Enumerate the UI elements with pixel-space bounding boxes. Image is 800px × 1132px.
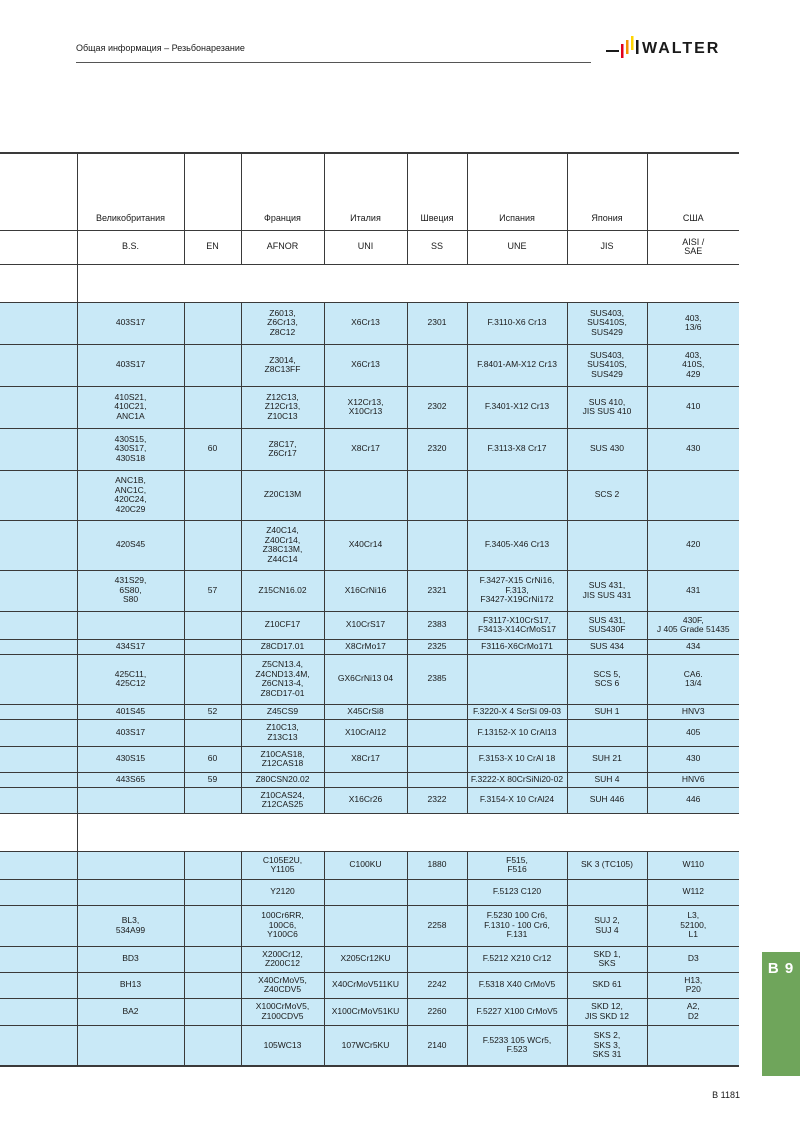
- table-cell: [324, 879, 407, 905]
- table-cell: SUH 4: [567, 772, 647, 787]
- table-row: [0, 302, 739, 344]
- table-cell: Z40C14, Z40Cr14, Z38C13M, Z44C14: [241, 520, 324, 570]
- standard-header-cell: UNI: [324, 230, 407, 264]
- table-cell: 105WC13: [241, 1025, 324, 1066]
- label-cell: [0, 905, 77, 946]
- table-row: [0, 972, 739, 998]
- table-cell: 2385: [407, 654, 467, 704]
- table-row: [0, 611, 739, 639]
- table-cell: 425C11, 425C12: [77, 654, 184, 704]
- label-cell: [0, 639, 77, 654]
- table-cell: 430: [647, 746, 739, 772]
- table-row: [0, 386, 739, 428]
- table-cell: SUS 431, JIS SUS 431: [567, 570, 647, 611]
- table-cell: [407, 772, 467, 787]
- group-separator-row: [0, 813, 739, 851]
- table-cell: ANC1B, ANC1C, 420C24, 420C29: [77, 470, 184, 520]
- label-cell: [0, 772, 77, 787]
- table-cell: SUS403, SUS410S, SUS429: [567, 344, 647, 386]
- table-cell: 2140: [407, 1025, 467, 1066]
- table-cell: 431S29, 6S80, S80: [77, 570, 184, 611]
- table-cell: X45CrSi8: [324, 704, 407, 719]
- table-cell: 420: [647, 520, 739, 570]
- table-cell: Z8C17, Z6Cr17: [241, 428, 324, 470]
- country-header-cell: Япония: [567, 153, 647, 230]
- country-header-cell: Великобритания: [77, 153, 184, 230]
- table-cell: F.3110-X6 Cr13: [467, 302, 567, 344]
- standard-header-cell: AISI / SAE: [647, 230, 739, 264]
- table-cell: [184, 344, 241, 386]
- table-cell: [184, 302, 241, 344]
- table-cell: F.5227 X100 CrMoV5: [467, 998, 567, 1025]
- label-cell: [0, 344, 77, 386]
- table-cell: HNV6: [647, 772, 739, 787]
- table-row: [0, 851, 739, 879]
- standard-header-cell: AFNOR: [241, 230, 324, 264]
- table-cell: SUS 431, SUS430F: [567, 611, 647, 639]
- table-cell: X8Cr17: [324, 428, 407, 470]
- table-cell: [77, 851, 184, 879]
- table-cell: [567, 719, 647, 746]
- table-cell: 420S45: [77, 520, 184, 570]
- table-cell: Y2120: [241, 879, 324, 905]
- table-cell: H13, P20: [647, 972, 739, 998]
- table-cell: 446: [647, 787, 739, 813]
- table-cell: [567, 520, 647, 570]
- table-cell: X40CrMoV5, Z40CDV5: [241, 972, 324, 998]
- group-separator-cell: [77, 813, 739, 851]
- table-cell: F.5123 C120: [467, 879, 567, 905]
- label-cell: [0, 972, 77, 998]
- label-cell: [0, 230, 77, 264]
- table-row: [0, 946, 739, 972]
- table-cell: 60: [184, 428, 241, 470]
- page-number: B 1181: [712, 1090, 740, 1100]
- table-cell: 430F, J 405 Grade 51435: [647, 611, 739, 639]
- table-cell: [184, 972, 241, 998]
- group-separator-row: [0, 264, 739, 302]
- table-cell: [184, 787, 241, 813]
- table-cell: SUS403, SUS410S, SUS429: [567, 302, 647, 344]
- label-cell: [0, 946, 77, 972]
- table-cell: [407, 520, 467, 570]
- label-cell: [0, 1025, 77, 1066]
- country-header-cell: Швеция: [407, 153, 467, 230]
- table-cell: F.5318 X40 CrMoV5: [467, 972, 567, 998]
- table-row: [0, 704, 739, 719]
- table-cell: Z5CN13.4, Z4CND13.4M, Z6CN13-4, Z8CD17-01: [241, 654, 324, 704]
- table-row: [0, 520, 739, 570]
- country-header-cell: США: [647, 153, 739, 230]
- label-cell: [0, 746, 77, 772]
- table-cell: 403S17: [77, 344, 184, 386]
- table-cell: SUH 21: [567, 746, 647, 772]
- table-row: [0, 787, 739, 813]
- table-row: [0, 746, 739, 772]
- table-cell: 403, 13/6: [647, 302, 739, 344]
- table-cell: 403S17: [77, 719, 184, 746]
- table-cell: BD3: [77, 946, 184, 972]
- table-cell: X6Cr13: [324, 344, 407, 386]
- label-cell: [0, 719, 77, 746]
- table-cell: SKD 1, SKS: [567, 946, 647, 972]
- table-cell: A2, D2: [647, 998, 739, 1025]
- table-cell: Z8CD17.01: [241, 639, 324, 654]
- standard-header-cell: UNE: [467, 230, 567, 264]
- table-cell: 403, 410S, 429: [647, 344, 739, 386]
- table-cell: C105E2U, Y1105: [241, 851, 324, 879]
- label-cell: [0, 520, 77, 570]
- label-cell: [0, 998, 77, 1025]
- table-cell: [407, 719, 467, 746]
- label-cell: [0, 611, 77, 639]
- table-cell: Z10CAS18, Z12CAS18: [241, 746, 324, 772]
- table-cell: SUH 1: [567, 704, 647, 719]
- table-cell: Z10CAS24, Z12CAS25: [241, 787, 324, 813]
- table-cell: 431: [647, 570, 739, 611]
- label-cell: [0, 386, 77, 428]
- table-cell: X8CrMo17: [324, 639, 407, 654]
- table-cell: X200Cr12, Z200C12: [241, 946, 324, 972]
- table-cell: 430S15, 430S17, 430S18: [77, 428, 184, 470]
- table-cell: SUS 430: [567, 428, 647, 470]
- table-cell: 430S15: [77, 746, 184, 772]
- table-cell: F.3154-X 10 CrAl24: [467, 787, 567, 813]
- table-cell: [184, 1025, 241, 1066]
- country-header-cell: [184, 153, 241, 230]
- table-row: [0, 570, 739, 611]
- table-row: [0, 905, 739, 946]
- table-row: [0, 719, 739, 746]
- table-cell: X40CrMoV511KU: [324, 972, 407, 998]
- section-tab-label: B 9: [767, 960, 795, 977]
- table-cell: [184, 905, 241, 946]
- table-row: [0, 654, 739, 704]
- table-cell: SKD 61: [567, 972, 647, 998]
- table-cell: [407, 704, 467, 719]
- table-cell: SK 3 (TC105): [567, 851, 647, 879]
- standard-header-row: [0, 230, 739, 264]
- table-cell: Z45CS9: [241, 704, 324, 719]
- table-cell: [77, 611, 184, 639]
- table-cell: Z20C13M: [241, 470, 324, 520]
- table-cell: F.13152-X 10 CrAl13: [467, 719, 567, 746]
- table-cell: [407, 746, 467, 772]
- table-cell: SUS 410, JIS SUS 410: [567, 386, 647, 428]
- label-cell: [0, 302, 77, 344]
- table-cell: [184, 520, 241, 570]
- table-row: [0, 639, 739, 654]
- table-cell: F3117-X10CrS17, F3413-X14CrMoS17: [467, 611, 567, 639]
- table-row: [0, 879, 739, 905]
- table-cell: 100Cr6RR, 100C6, Y100C6: [241, 905, 324, 946]
- table-cell: [184, 639, 241, 654]
- standard-header-cell: EN: [184, 230, 241, 264]
- table-cell: [184, 851, 241, 879]
- table-cell: [184, 879, 241, 905]
- standard-header-cell: B.S.: [77, 230, 184, 264]
- table-cell: 2325: [407, 639, 467, 654]
- table-cell: [324, 470, 407, 520]
- material-comparison-table: [0, 152, 739, 1067]
- table-cell: 60: [184, 746, 241, 772]
- table-cell: 410S21, 410C21, ANC1A: [77, 386, 184, 428]
- table-row: [0, 344, 739, 386]
- table-cell: 2302: [407, 386, 467, 428]
- table-cell: [467, 470, 567, 520]
- label-cell: [0, 813, 77, 851]
- table-cell: 57: [184, 570, 241, 611]
- label-cell: [0, 851, 77, 879]
- table-cell: [407, 879, 467, 905]
- table-cell: 434: [647, 639, 739, 654]
- table-cell: X40Cr14: [324, 520, 407, 570]
- table-cell: [324, 772, 407, 787]
- table-cell: F.8401-AM-X12 Cr13: [467, 344, 567, 386]
- table-cell: F.5233 105 WCr5, F.523: [467, 1025, 567, 1066]
- label-cell: [0, 704, 77, 719]
- standard-header-cell: SS: [407, 230, 467, 264]
- table-cell: 401S45: [77, 704, 184, 719]
- table-cell: CA6. 13/4: [647, 654, 739, 704]
- table-cell: F.3401-X12 Cr13: [467, 386, 567, 428]
- country-header-cell: Франция: [241, 153, 324, 230]
- table-cell: C100KU: [324, 851, 407, 879]
- table-cell: [77, 879, 184, 905]
- table-cell: 434S17: [77, 639, 184, 654]
- svg-text:WALTER: WALTER: [642, 40, 721, 57]
- label-cell: [0, 153, 77, 230]
- table-cell: F.3427-X15 CrNi16, F.313, F3427-X19CrNi172: [467, 570, 567, 611]
- label-cell: [0, 879, 77, 905]
- table-row: [0, 428, 739, 470]
- table-cell: 2321: [407, 570, 467, 611]
- table-cell: Z15CN16.02: [241, 570, 324, 611]
- table-cell: 107WCr5KU: [324, 1025, 407, 1066]
- table-cell: 443S65: [77, 772, 184, 787]
- table-cell: [184, 386, 241, 428]
- table-cell: 2260: [407, 998, 467, 1025]
- table-cell: X16Cr26: [324, 787, 407, 813]
- table-row: [0, 998, 739, 1025]
- table-cell: [647, 1025, 739, 1066]
- table-cell: F.3405-X46 Cr13: [467, 520, 567, 570]
- table-cell: [184, 998, 241, 1025]
- table-cell: Z12C13, Z12Cr13, Z10C13: [241, 386, 324, 428]
- table-row: [0, 1025, 739, 1066]
- table-cell: F.3222-X 80CrSiNi20-02: [467, 772, 567, 787]
- table-cell: [184, 946, 241, 972]
- table-cell: X100CrMoV51KU: [324, 998, 407, 1025]
- table-cell: F3116-X6CrMo171: [467, 639, 567, 654]
- country-header-cell: Испания: [467, 153, 567, 230]
- label-cell: [0, 428, 77, 470]
- table-cell: 2242: [407, 972, 467, 998]
- table-cell: X16CrNi16: [324, 570, 407, 611]
- country-header-row: [0, 153, 739, 230]
- label-cell: [0, 654, 77, 704]
- table-cell: [407, 344, 467, 386]
- table-cell: F.3113-X8 Cr17: [467, 428, 567, 470]
- table-cell: Z10C13, Z13C13: [241, 719, 324, 746]
- table-cell: L3, 52100, L1: [647, 905, 739, 946]
- table-cell: X10CrS17: [324, 611, 407, 639]
- table-cell: [184, 611, 241, 639]
- table-cell: 1880: [407, 851, 467, 879]
- table-cell: F515, F516: [467, 851, 567, 879]
- table-cell: [77, 787, 184, 813]
- walter-logo: [606, 36, 742, 60]
- table-cell: F.5230 100 Cr6, F.1310 - 100 Cr6, F.131: [467, 905, 567, 946]
- table-cell: 2320: [407, 428, 467, 470]
- table-cell: 403S17: [77, 302, 184, 344]
- table-cell: SCS 2: [567, 470, 647, 520]
- table-cell: Z10CF17: [241, 611, 324, 639]
- table-cell: 2301: [407, 302, 467, 344]
- table-cell: 52: [184, 704, 241, 719]
- table-cell: X6Cr13: [324, 302, 407, 344]
- table-cell: SKD 12, JIS SKD 12: [567, 998, 647, 1025]
- label-cell: [0, 787, 77, 813]
- table-cell: [567, 879, 647, 905]
- table-cell: F.3220-X 4 ScrSi 09-03: [467, 704, 567, 719]
- table-cell: SUJ 2, SUJ 4: [567, 905, 647, 946]
- table-cell: [324, 905, 407, 946]
- table-cell: Z80CSN20.02: [241, 772, 324, 787]
- table-cell: 2383: [407, 611, 467, 639]
- table-cell: [407, 470, 467, 520]
- table-cell: D3: [647, 946, 739, 972]
- table-cell: [184, 719, 241, 746]
- table-cell: Z6013, Z6Cr13, Z8C12: [241, 302, 324, 344]
- table-cell: BH13: [77, 972, 184, 998]
- group-separator-cell: [77, 264, 739, 302]
- header-divider: [76, 62, 591, 63]
- table-cell: [184, 470, 241, 520]
- table-cell: [407, 946, 467, 972]
- table-cell: BL3, 534A99: [77, 905, 184, 946]
- table-cell: 405: [647, 719, 739, 746]
- table-cell: F.5212 X210 Cr12: [467, 946, 567, 972]
- table-cell: X10CrAl12: [324, 719, 407, 746]
- table-cell: 430: [647, 428, 739, 470]
- label-cell: [0, 470, 77, 520]
- table-cell: 59: [184, 772, 241, 787]
- table-cell: X12Cr13, X10Cr13: [324, 386, 407, 428]
- standard-header-cell: JIS: [567, 230, 647, 264]
- table-cell: W112: [647, 879, 739, 905]
- table-cell: W110: [647, 851, 739, 879]
- label-cell: [0, 264, 77, 302]
- table-cell: SCS 5, SCS 6: [567, 654, 647, 704]
- table-cell: Z3014, Z8C13FF: [241, 344, 324, 386]
- table-cell: SUH 446: [567, 787, 647, 813]
- page-header-title: Общая информация – Резьбонарезание: [76, 43, 245, 53]
- table-cell: [647, 470, 739, 520]
- label-cell: [0, 570, 77, 611]
- table-cell: F.3153-X 10 CrAl 18: [467, 746, 567, 772]
- table-cell: X100CrMoV5, Z100CDV5: [241, 998, 324, 1025]
- table-cell: X205Cr12KU: [324, 946, 407, 972]
- table-cell: SUS 434: [567, 639, 647, 654]
- table-cell: 410: [647, 386, 739, 428]
- table-cell: GX6CrNi13 04: [324, 654, 407, 704]
- table-cell: HNV3: [647, 704, 739, 719]
- country-header-cell: Италия: [324, 153, 407, 230]
- table-cell: [467, 654, 567, 704]
- table-cell: [77, 1025, 184, 1066]
- table-cell: X8Cr17: [324, 746, 407, 772]
- table-row: [0, 470, 739, 520]
- table-cell: BA2: [77, 998, 184, 1025]
- table-cell: 2322: [407, 787, 467, 813]
- table-cell: 2258: [407, 905, 467, 946]
- table-cell: [184, 654, 241, 704]
- table-row: [0, 772, 739, 787]
- table-cell: SKS 2, SKS 3, SKS 31: [567, 1025, 647, 1066]
